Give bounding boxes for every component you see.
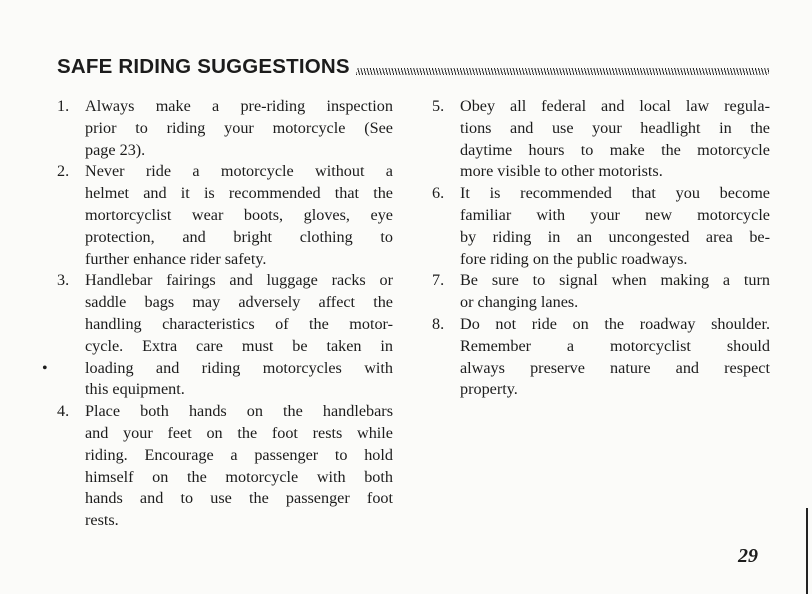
list-item — [432, 314, 770, 401]
text-line: Do not ride on the roadway shoulder. — [460, 314, 770, 333]
text-line: further enhance rider safety. — [85, 249, 267, 268]
text-line: hands and to use the passenger foot — [85, 489, 393, 508]
text-line: Handlebar fairings and luggage racks or — [85, 271, 393, 290]
header-hatched-rule — [356, 68, 769, 75]
list-item-text — [460, 314, 770, 401]
text-line: property. — [460, 380, 518, 399]
text-line: familiar with your new motorcycle — [460, 205, 770, 224]
list-item-number: 7. — [432, 271, 445, 290]
list-item-number: 3. — [57, 271, 70, 290]
text-line: Never ride a motorcycle without a — [85, 162, 393, 181]
list-item-number: 1. — [57, 97, 70, 115]
list-item-text — [460, 270, 770, 314]
list-item-text — [85, 161, 393, 270]
text-line: Be sure to signal when making a turn — [460, 271, 770, 290]
text-line: Obey all federal and local law regula- — [460, 97, 770, 115]
text-line: fore riding on the public roadways. — [460, 249, 688, 268]
section-header — [57, 47, 769, 77]
text-line: loading and riding motorcycles with — [85, 358, 393, 377]
text-line: Always make a pre-riding inspection — [85, 97, 393, 115]
list-item-text — [460, 183, 770, 270]
list-item-number: 8. — [432, 314, 445, 333]
page-edge-line — [806, 508, 808, 594]
list-item-text — [85, 401, 393, 532]
list-item — [57, 161, 393, 270]
text-line: saddle bags may adversely affect the — [85, 293, 393, 312]
page-title: SAFE RIDING SUGGESTIONS — [57, 54, 350, 78]
list-item-text — [85, 96, 393, 161]
text-line: Place both hands on the handlebars — [85, 402, 393, 421]
text-line: and your feet on the foot rests while — [85, 423, 393, 442]
list-item-number: 5. — [432, 97, 445, 115]
list-item — [57, 401, 393, 532]
list-item — [432, 270, 770, 314]
text-line: or changing lanes. — [460, 293, 579, 312]
text-line: prior to riding your motorcycle (See — [85, 118, 393, 137]
list-item — [432, 96, 770, 183]
text-line: by riding in an uncongested area be- — [460, 227, 770, 246]
list-item-number: 6. — [432, 184, 445, 203]
list-item — [57, 96, 393, 161]
text-line: page 23). — [85, 140, 146, 159]
list-item-text — [85, 270, 393, 401]
text-line: cycle. Extra care must be taken in — [85, 336, 393, 355]
text-line: daytime hours to make the motorcycle — [460, 140, 770, 159]
text-line: handling characteristics of the motor- — [85, 314, 393, 333]
list-item-number: 2. — [57, 162, 70, 181]
list-item-text — [460, 96, 770, 183]
text-line: protection, and bright clothing to — [85, 227, 393, 246]
text-line: more visible to other motorists. — [460, 162, 663, 181]
text-line: this equipment. — [85, 380, 185, 399]
text-line: riding. Encourage a passenger to hold — [85, 445, 393, 464]
text-line: helmet and it is recommended that the — [85, 184, 393, 203]
text-line: Remember a motorcyclist should — [460, 336, 770, 355]
left-column — [57, 96, 393, 532]
text-line: himself on the motorcycle with both — [85, 467, 393, 486]
text-line: tions and use your headlight in the — [460, 118, 770, 137]
text-line: mortorcyclist wear boots, gloves, eye — [85, 205, 393, 224]
list-item — [57, 270, 393, 401]
page-number: 29 — [738, 545, 758, 567]
list-item — [432, 183, 770, 270]
text-line: always preserve nature and respect — [460, 358, 770, 377]
text-line: rests. — [85, 511, 119, 530]
list-item-number: 4. — [57, 402, 70, 421]
text-line: It is recommended that you become — [460, 184, 770, 203]
right-column — [432, 96, 770, 401]
stray-bullet-mark: • — [42, 360, 48, 377]
